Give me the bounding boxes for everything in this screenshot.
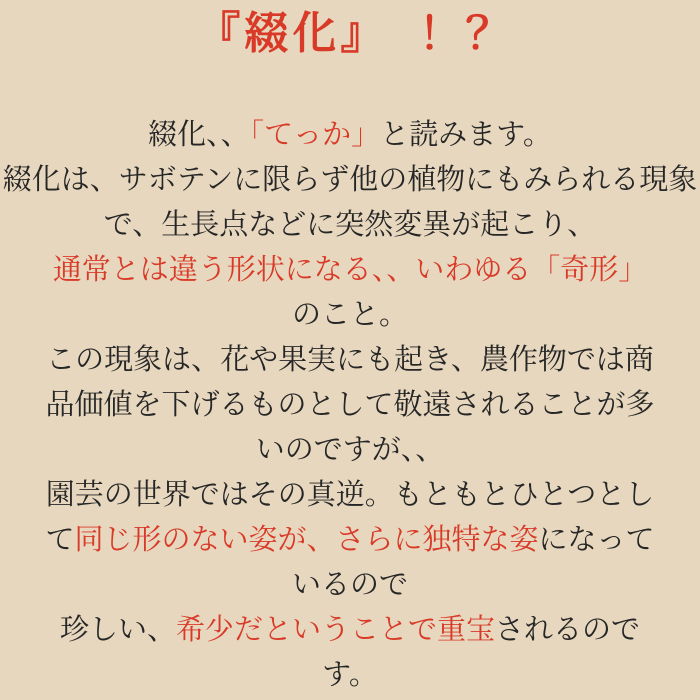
text-segment: いのですが、、 xyxy=(255,432,445,466)
text-line xyxy=(0,292,700,337)
text-line xyxy=(0,337,700,382)
highlighted-text: 同じ形のない姿が、さらに独特な姿 xyxy=(74,522,539,556)
text-segment: 品価値を下げるものとして敬遠されることが多 xyxy=(45,387,655,421)
text-segment: 綴化、、 xyxy=(148,117,250,151)
text-segment: で、生長点などに突然変異が起こり、 xyxy=(103,207,597,241)
text-line xyxy=(0,472,700,517)
text-line xyxy=(0,202,700,247)
text-segment: 綴化は、サボテンに限らず他の植物にもみられる現象 xyxy=(2,162,698,196)
text-segment: のこと。 xyxy=(291,297,408,331)
page-title: 『綴化』 ！？ xyxy=(196,8,504,59)
highlighted-text: 通常とは違う形状になる、、いわゆる「奇形」 xyxy=(52,252,648,286)
text-segment: す。 xyxy=(322,657,378,691)
text-line xyxy=(0,607,700,652)
text-line xyxy=(0,112,700,157)
text-segment: いるので xyxy=(291,567,408,601)
text-line xyxy=(0,382,700,427)
highlighted-text: 希少だということで重宝 xyxy=(175,612,495,646)
text-line xyxy=(0,562,700,607)
text-segment: 珍しい、 xyxy=(59,612,176,646)
text-line xyxy=(0,247,700,292)
text-line xyxy=(0,652,700,697)
highlighted-text: 「てっか」 xyxy=(249,117,381,151)
text-segment: になって xyxy=(538,522,655,556)
body-text xyxy=(0,112,700,697)
text-line xyxy=(0,517,700,562)
text-segment: て xyxy=(45,522,75,556)
text-segment: この現象は、花や果実にも起き、農作物では商 xyxy=(46,342,654,376)
text-segment: と読みます。 xyxy=(380,117,552,151)
text-segment: 園芸の世界ではその真逆。もともとひとつとし xyxy=(45,477,655,511)
text-segment: されるので xyxy=(495,612,641,646)
text-line xyxy=(0,427,700,472)
text-line xyxy=(0,157,700,202)
